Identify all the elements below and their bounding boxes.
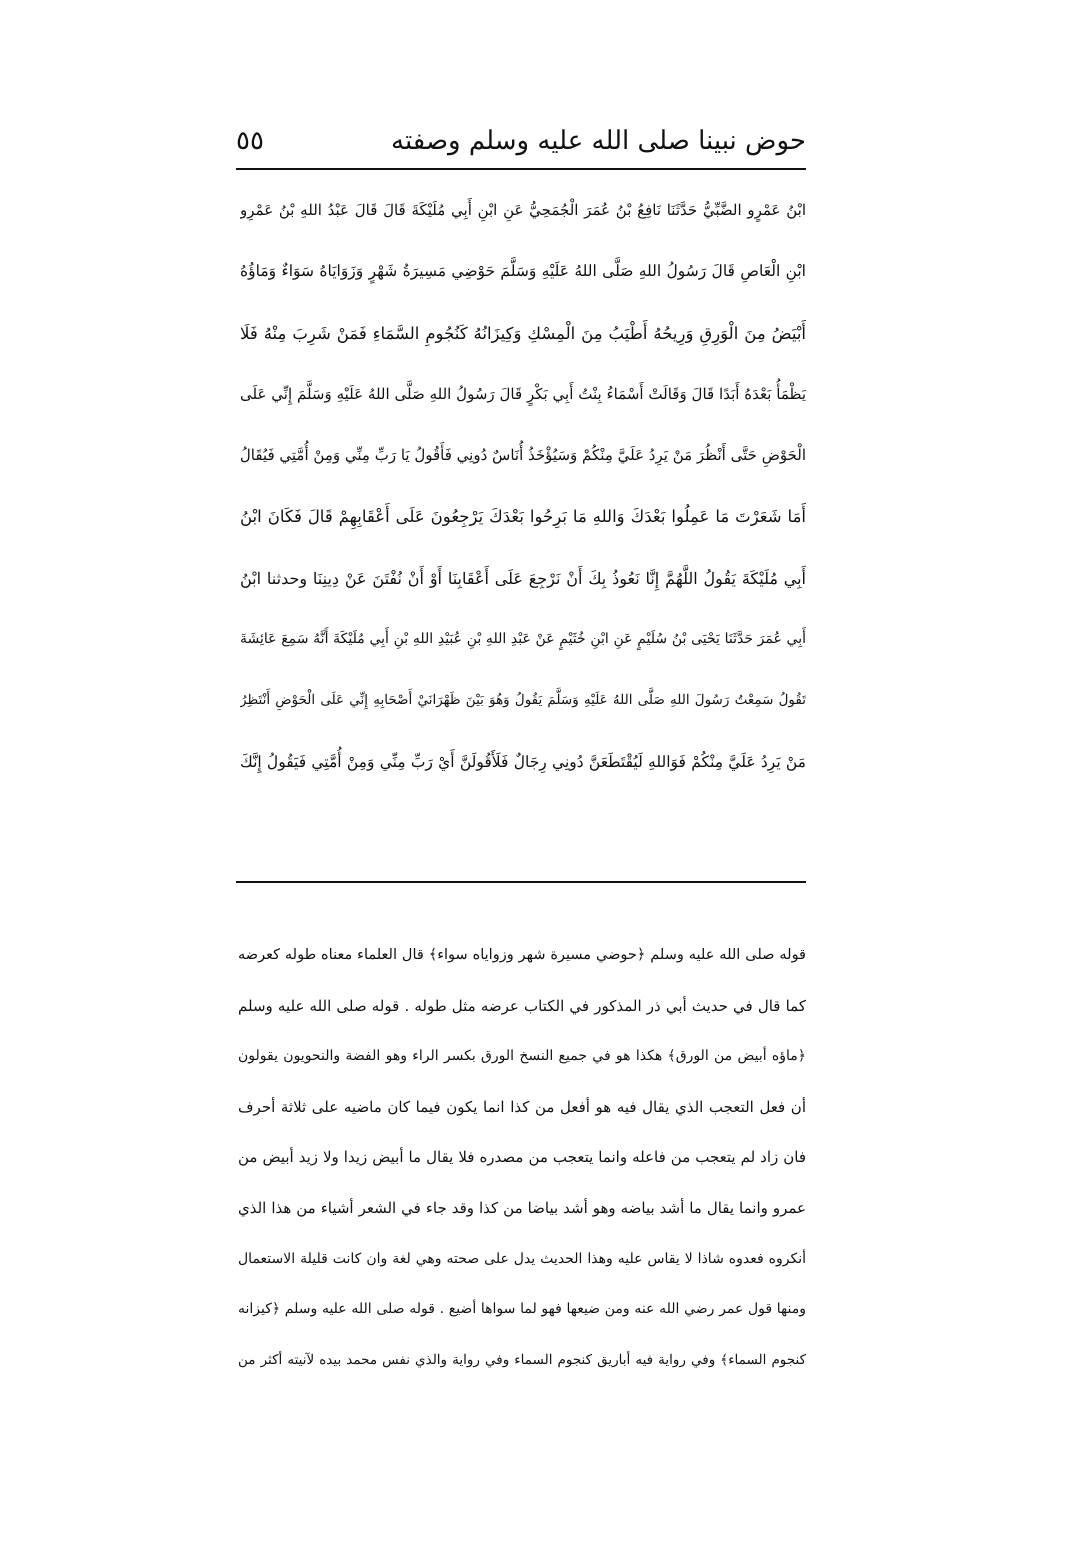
note-line: قوله صلى الله عليه وسلم ﴿حوضي مسيرة شهر وزواياه سواء﴾ قال العلماء معناه طوله كعرضه	[238, 947, 806, 963]
text-line: الْحَوْضِ حَتَّى أَنْظُرَ مَنْ يَرِدُ عَلَيَّ مِنْكُمْ وَسَيُؤْخَذُ أُنَاسٌ دُونِي فَأَقُولُ يَا رَبِّ مِنِّي وَمِنْ أُمَّتِي فَيُقَالُ	[240, 446, 806, 465]
note-line: كنجوم السماء﴾ وفي رواية فيه أباريق كنجوم السماء وفي رواية والذي نفس محمد بيده لآنيته أكثر من	[238, 1351, 806, 1368]
commentary-text	[238, 930, 806, 1385]
running-title: حوض نبينا صلى الله عليه وسلم وصفته	[391, 126, 806, 156]
commentary-rule	[236, 881, 806, 883]
text-line: أَبِي مُلَيْكَةَ يَقُولُ اللَّهُمَّ إِنَّا نَعُوذُ بِكَ أَنْ نَرْجِعَ عَلَى أَعْقَابِنَا أَوْ أَنْ نُفْتَنَ عَنْ دِينِنَا وحدثنا ابْنُ	[240, 568, 806, 588]
note-line: أنكروه فعدوه شاذا لا يقاس عليه وهذا الحديث يدل على صحته وهي لغة وان كانت قليلة الاستعمال	[238, 1250, 806, 1267]
text-line: أَمَا شَعَرْتَ مَا عَمِلُوا بَعْدَكَ وَاللهِ مَا بَرِحُوا بَعْدَكَ يَرْجِعُونَ عَلَى أَعْقَابِهِمْ قَالَ فَكَانَ ابْنُ	[240, 507, 806, 527]
text-line: مَنْ يَرِدُ عَلَيَّ مِنْكُمْ فَوَاللهِ لَيُقْتَطَعَنَّ دُونِي رِجَالٌ فَلَأَقُولَنَّ أَيْ رَبِّ مِنِّي وَمِنْ أُمَّتِي فَيَقُولُ إِنَّكَ	[240, 752, 806, 771]
text-line: ابْنِ الْعَاصِ قَالَ رَسُولُ اللهِ صَلَّى اللهُ عَلَيْهِ وَسَلَّمَ حَوْضِي مَسِيرَةُ شَهْرٍ وَزَوَايَاهُ سَوَاءٌ وَمَاؤُهُ	[240, 262, 806, 281]
note-line: ﴿ماؤه أبيض من الورق﴾ هكذا هو في جميع النسخ الورق بكسر الراء وهو الفضة والنحويون يقولون	[238, 1048, 806, 1065]
page-header	[236, 118, 806, 164]
hadith-text	[240, 180, 806, 793]
page-number: ٥٥	[236, 126, 264, 156]
text-line: أَبْيَضُ مِنَ الْوَرِقِ وَرِيحُهُ أَطْيَبُ مِنَ الْمِسْكِ وَكِيزَانُهُ كَنُجُومِ السَّمَاءِ فَمَنْ شَرِبَ مِنْهُ فَلَا	[240, 323, 806, 343]
text-line: أَبِي عُمَرَ حَدَّثَنَا يَحْيَى بْنُ سُلَيْمٍ عَنِ ابْنِ خُثَيْمٍ عَنْ عَبْدِ اللهِ بْنِ عُبَيْدِ اللهِ بْنِ أَبِي مُلَيْكَةَ أَنَّهُ سَمِعَ عَائِشَةَ	[240, 631, 806, 648]
text-line: ابْنُ عَمْرٍو الضَّبِّيُّ حَدَّثَنَا نَافِعُ بْنُ عُمَرَ الْجُمَحِيُّ عَنِ ابْنِ أَبِي مُلَيْكَةَ قَالَ قَالَ عَبْدُ اللهِ بْنُ عَمْرِو	[240, 201, 806, 219]
note-line: أن فعل التعجب الذي يقال فيه هو أفعل من كذا انما يكون فيما كان ماضيه على ثلاثة أحرف	[238, 1097, 806, 1116]
note-line: عمرو وانما يقال ما أشد بياضه وهو أشد بياضا من كذا وقد جاء في الشعر أشياء من هذا الذي	[238, 1198, 806, 1217]
note-line: فان زاد لم يتعجب من فاعله وانما يتعجب من مصدره فلا يقال ما أبيض زيدا ولا زيد أبيض من	[238, 1148, 806, 1167]
note-line: ومنها قول عمر رضي الله عنه ومن ضيعها فهو لما سواها أضيع . قوله صلى الله عليه وسلم ﴿كيزانه	[238, 1301, 806, 1318]
header-rule	[236, 168, 806, 170]
note-line: كما قال في حديث أبي ذر المذكور في الكتاب عرضه مثل طوله . قوله صلى الله عليه وسلم	[238, 996, 806, 1015]
text-line: يَظْمَأُ بَعْدَهُ أَبَدًا قَالَ وَقَالَتْ أَسْمَاءُ بِنْتُ أَبِي بَكْرٍ قَالَ رَسُولُ اللهِ صَلَّى اللهُ عَلَيْهِ وَسَلَّمَ إِنِّي عَلَى	[240, 384, 806, 403]
text-line: تَقُولُ سَمِعْتُ رَسُولَ اللهِ صَلَّى اللهُ عَلَيْهِ وَسَلَّمَ يَقُولُ وَهُوَ بَيْنَ ظَهْرَانَيْ أَصْحَابِهِ إِنِّي عَلَى الْحَوْضِ أَنْتَظِرُ	[240, 692, 806, 709]
